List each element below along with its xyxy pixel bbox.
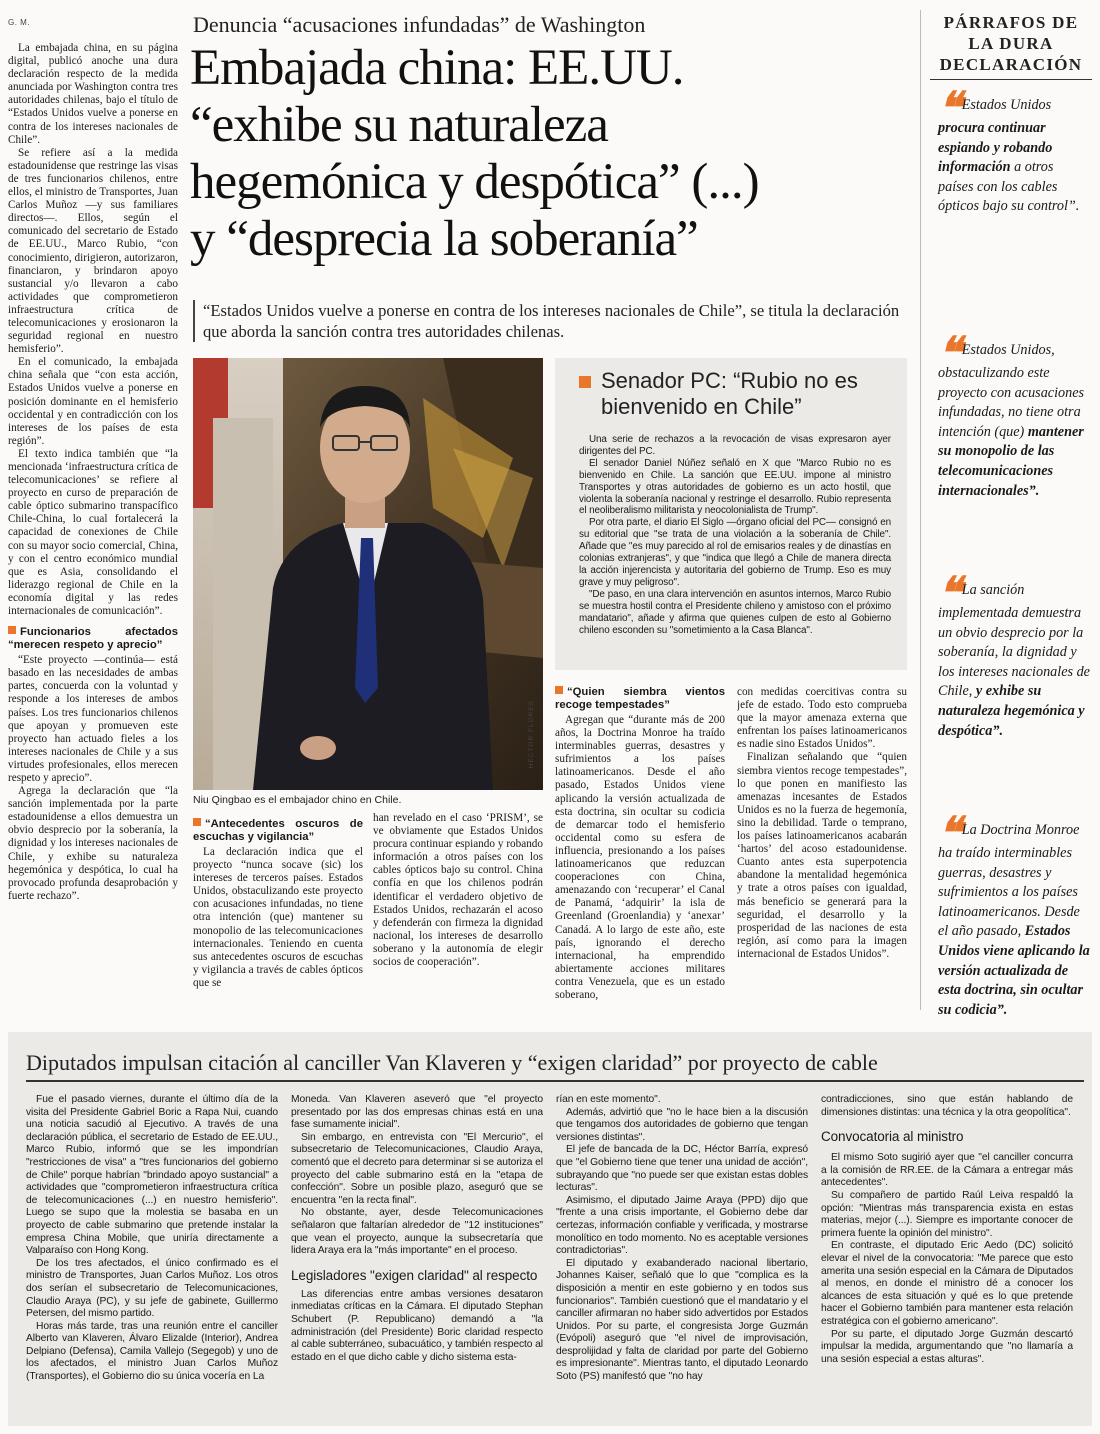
quote-mark-icon: ❝ <box>938 328 959 379</box>
middle-subhead: “Quien siembra vientos recoge tempestades” <box>555 686 725 711</box>
quotes-sidebar <box>930 12 1092 1020</box>
middle-paragraph: La declaración indica que el proyecto “nunca socave (sic) los intereses de terceros países. Estados Unidos, obstaculizando este proyecto con acusaciones infundadas, no tiene otra intención (que) mantener su monopolio de las telecomunicaciones internacionales. Teniendo en cuenta sus antecedentes oscuros de escuchas y vigilancia a través de cables ópticos que se <box>193 846 363 989</box>
sidebar-paragraph: El senador Daniel Núñez señaló en X que "Marco Rubio no es bienvenido en Chile. La sanción que EE.UU. impone al ministro Transportes y otras autoridades de gobierno es un acto hostil, que violenta la soberanía nacional y restringe el desarrollo. Rubio representa el neoliberalismo militarista y neocolonialista de Trump". <box>579 457 891 517</box>
orange-square-icon <box>193 818 201 826</box>
kicker: Denuncia “acusaciones infundadas” de Washington <box>193 12 646 37</box>
middle-column-2 <box>373 812 543 1008</box>
quote-mark-icon: ❝ <box>938 83 959 134</box>
middle-paragraph: han revelado en el caso ‘PRISM’, se ve obviamente que Estados Unidos procura continuar espiando y robando información a otros países con los cables ópticos bajo su control. China confía en que los chilenos podrán identificar el verdadero objetivo de Estados Unidos, rechazarán el acoso y defenderán con firmeza la dignidad nacional, los intereses de desarrollo soberano y la autonomía de elegir socios de cooperación”. <box>373 812 543 969</box>
headline-line-2: “exhibe su naturaleza <box>190 97 608 153</box>
bottom-column-3 <box>556 1094 808 1422</box>
photo <box>193 358 543 790</box>
bottom-paragraph: rían en este momento". <box>556 1094 661 1105</box>
quote-2: ❝ Estados Unidos, obstaculizando este proyecto con acusaciones infundadas, no tiene otra intención (que) mantener su monopolio de las telecomunicaciones internacionales”. <box>938 328 1085 499</box>
quote-3: ❝ La sanción implementada demuestra un obvio desprecio por la soberanía, la dignidad y los intereses nacionales de Chile, y exhibe su naturaleza hegemónica y despótica”. <box>938 568 1090 739</box>
bottom-paragraph: Asimismo, el diputado Jaime Araya (PPD) dijo que "frente a una crisis importante, el Gobierno debe dar certezas, información confiable y verificada, y mostrarse monolítico en todo momento. No es aceptable versiones contradictorias". <box>556 1194 808 1257</box>
bottom-article <box>8 1032 1092 1426</box>
middle-column-3 <box>555 680 725 1008</box>
headline-line-1: Embajada china: EE.UU. <box>190 40 684 96</box>
left-subhead: Funcionarios afectados “merecen respeto y aprecio” <box>8 626 178 651</box>
middle-subhead: “Antecedentes oscuros de escuchas y vigilancia” <box>193 818 363 843</box>
headline-line-3: hegemónica y despótica” (...) <box>190 154 759 210</box>
bottom-paragraph: Por su parte, el diputado Jorge Guzmán descartó impulsar la medida, argumentando que "no llamaría a una sesión especial a estas alturas". <box>821 1328 1073 1365</box>
sidebar-box-body <box>579 434 891 636</box>
photo-caption: Niu Qingbao es el embajador chino en Chile. <box>193 794 402 806</box>
column-rule <box>920 10 921 1010</box>
middle-column-4 <box>737 686 907 1008</box>
quote-mark-icon: ❝ <box>938 808 959 859</box>
photo-credit: HÉCTOR FLORES <box>528 700 535 769</box>
left-column <box>8 42 178 1002</box>
middle-column-1 <box>193 812 363 1008</box>
bottom-paragraph: Las diferencias entre ambas versiones desataron inmediatas críticas en la Cámara. El diputado Stephan Schubert (P. Republicano) demandó a "la administración (del Presidente) Boric claridad respecto al cable subterráneo, subacuático, y también respecto al estado en el que dicho cable y dicho sistema esta- <box>291 1288 543 1363</box>
middle-paragraph: Agregan que “durante más de 200 años, la Doctrina Monroe ha traído interminables guerras, desastres y sufrimientos a los países latinoamericanos. Desde el año pasado, Estados Unidos viene aplicando la versión actualizada de esta doctrina, sin ocultar su codicia de demarcar todo el hemisferio occidental como su esfera de influencia, presionando a los países latinoamericanos que reduzcan cooperaciones con China, amenazando con ‘recuperar’ el Canal de Panamá, ‘adquirir’ la isla de Greenland (Groenlandia) y ‘anexar’ Canadá. A lo largo de este año, este país, ignorando el derecho internacional, ha emprendido abiertamente acciones militares contra Venezuela, que es un estado soberano, <box>555 714 725 1001</box>
quote-mark-icon: ❝ <box>938 568 959 619</box>
bottom-column-4 <box>821 1094 1073 1422</box>
headline-line-4: y “desprecia la soberanía” <box>190 211 698 267</box>
middle-paragraph: con medidas coercitivas contra su jefe de estado. Todo esto comprueba que la mayor amenaza externa que enfrentan los países latinoamericanos es nadie sino Estados Unidos”. <box>737 686 907 751</box>
bottom-paragraph: El mismo Soto sugirió ayer que "el canciller concurra a la comisión de RR.EE. de la Cámara a entregar más antecedentes". <box>821 1152 1073 1189</box>
bottom-paragraph: El diputado y exabanderado nacional libertario, Johannes Kaiser, señaló que lo que "complica es la disposición a mentir en este gobierno y en todos sus funcionarios". También cuestionó que el mandatario y el canciller afirmaran no haber sido advertidos por Estados Unidos. Por su parte, el congresista Jorge Guzmán (Evópoli) aseguró que "el nivel de improvisación, desprolijidad y falta de claridad por parte del Gobierno es impresionante". Mientras tanto, el diputado Leonardo Soto (PS) manifestó que "no hay <box>556 1257 808 1383</box>
bottom-paragraph: Moneda. Van Klaveren aseveró que "el proyecto presentado por las dos empresas chinas está en una fase sumamente inicial". <box>291 1094 543 1131</box>
byline: G. M. <box>8 18 31 27</box>
bottom-paragraph: No obstante, ayer, desde Telecomunicaciones señalaron que faltarían alrededor de "12 instituciones" que vean el proyecto, aunque la subsecretaría que lidera Araya era la "más importante" en el proceso. <box>291 1207 543 1257</box>
quotes-title: PÁRRAFOS DE LA DURA DECLARACIÓN <box>930 12 1092 80</box>
sidebar-paragraph: Una serie de rechazos a la revocación de visas expresaron ayer dirigentes del PC. <box>579 434 891 457</box>
bottom-paragraph: El jefe de bancada de la DC, Héctor Barría, expresó que "el Gobierno tiene que tener una unidad de acción", subrayando que "no puede ser que existan estas dobles lecturas". <box>556 1144 808 1194</box>
quote-4: ❝ La Doctrina Monroe ha traído interminables guerras, desastres y sufrimientos a los países latinoamericanos. Desde el año pasado, Estados Unidos viene aplicando la versión actualizada de esta doctrina, sin ocultar su codicia”. <box>938 808 1090 1018</box>
bottom-paragraph: Horas más tarde, tras una reunión entre el canciller Alberto van Klaveren, Álvaro Elizalde (Interior), Andrea Delpiano (Defensa), Camila Vallejo (Segegob) y uno de los afectados, el ministro Juan Carlos Muñoz (Transportes), el Gobierno dio su única vocería en La <box>26 1320 278 1383</box>
sidebar-box-title: Senador PC: “Rubio no es bienvenido en Chile” <box>579 368 891 420</box>
bottom-paragraph: De los tres afectados, el único confirmado es el ministro de Transportes, Juan Carlos Muñoz. Los otros dos serían el subsecretario de Telecomunicaciones, Claudio Araya (PC), y su jefe de gabinete, Guillermo Petersen, del mismo partido. <box>26 1257 278 1320</box>
left-paragraph: El texto indica también que “la mencionada ‘infraestructura crítica de telecomunicaciones’ se refiere al proyecto en curso de preparación de cable óptico submarino transpacífico Chile-China, lo cual fortalecerá la capacidad de conexiones de Chile con su mayor socio comercial, China, y con el centro económico mundial que es Asia, consolidando el liderazgo regional de Chile en la economía digital y las redes internacionales de comunicación”. <box>8 447 178 618</box>
bottom-headline: Diputados impulsan citación al canciller Van Klaveren y “exigen claridad” por proyecto de cable <box>26 1050 1084 1082</box>
orange-square-icon <box>579 376 591 388</box>
bottom-paragraph: En contraste, el diputado Eric Aedo (DC) solicitó elevar el nivel de la convocatoria: "Me parece que esto amerita una sesión especial en la Cámara de Diputados al menos, en donde el ministro dé a conocer los alcances de esta situación y qué es lo que pretende hacer el Gobierno también para mantener esta relación estratégica con el gobierno americano". <box>821 1240 1073 1327</box>
left-paragraph: En el comunicado, la embajada china señala que “con esta acción, Estados Unidos vuelve a ponerse en posición dominante en el hemisferio occidental y en contradicción con los intereses de los países de esta región”. <box>8 356 178 447</box>
bottom-paragraph: Sin embargo, en entrevista con "El Mercurio", el subsecretario de Telecomunicaciones, Claudio Araya, comentó que el decreto para determinar si se autoriza el proyecto del cable submarino está en la "etapa de confección". Sobre un posible plazo, aseguró que se encuentra "en la recta final". <box>291 1131 543 1206</box>
left-paragraph: Se refiere así a la medida estadounidense que restringe las visas de tres funcionarios chilenos, entre ellos, el ministro de Transportes, Juan Carlos Muñoz —y sus familiares directos—. Ellos, según el comunicado del secretario de Estado de EE.UU., Marco Rubio, “con conocimiento, dirigieron, autorizaron, financiaron, y brindaron apoyo sustancial y/o llevaron a cabo actividades que comprometieron infraestructura crítica de telecomunicaciones y erosionaron la seguridad regional en nuestro hemisferio”. <box>8 146 178 356</box>
ambassador-photo <box>193 358 543 790</box>
sidebar-paragraph: "De paso, en una clara intervención en asuntos internos, Marco Rubio se muestra hostil contra el Presidente chileno y amistoso con el próximo mandatario", añade y afirma que quienes culpen de esto al Gobierno chileno esconden su "sometimiento a la Casa Blanca". <box>579 588 891 636</box>
bottom-subhead: Legisladores "exigen claridad" al respecto <box>291 1267 538 1283</box>
left-paragraph: “Este proyecto —continúa— está basado en las necesidades de ambas partes, concuerda con la voluntad y responde a los intereses de ambos países. Los tres funcionarios chilenos que apoyan y promueven este proyecto han actuado fieles a los intereses nacionales de Chile y a sus virtudes profesionales, ellos merecen respeto y aprecio”. <box>8 654 178 784</box>
left-paragraph: Agrega la declaración que “la sanción implementada por la parte estadounidense a ellos demuestra un obvio desprecio por la soberanía, la dignidad y los intereses nacionales de Chile, y exhibe su naturaleza hegemónica y despótica, lo cual ha provocado profunda desaprobación y fuerte rechazo”. <box>8 785 178 902</box>
bottom-paragraph: contradicciones, sino que están hablando de dimensiones distintas: una técnica y la otra geopolítica". <box>821 1094 1073 1118</box>
bottom-paragraph: Su compañero de partido Raúl Leiva respaldó la opción: "Mientras más transparencia exista en estas materias, mejor (...). Siempre es importante conocer de primera fuente la opinión del ministro". <box>821 1189 1073 1239</box>
orange-square-icon <box>8 626 16 634</box>
sidebar-box <box>555 358 907 670</box>
sidebar-paragraph: Por otra parte, el diario El Siglo —órgano oficial del PC— consignó en su editorial que "se trata de una violación a la soberanía de Chile". Añade que "es muy parecido al rol de emisarios reales y de dinastías en colonias extranjeras", y que "indica que llegó a Chile de manera directa la acción injerencista y autoritaria del gobierno de Trump. Eso es muy grave y muy peligroso". <box>579 517 891 588</box>
bottom-subhead: Convocatoria al ministro <box>821 1129 964 1145</box>
deck: “Estados Unidos vuelve a ponerse en contra de los intereses nacionales de Chile”, se titula la declaración que aborda la sanción contra tres autoridades chilenas. <box>193 300 905 342</box>
bottom-paragraph: Además, advirtió que "no le hace bien a la discusión que tengamos dos autoridades de gobierno que tengan versiones distintas". <box>556 1106 808 1143</box>
bottom-column-2 <box>291 1094 543 1422</box>
bottom-column-1 <box>26 1094 278 1422</box>
left-paragraph: La embajada china, en su página digital, publicó anoche una dura declaración respecto de la medida anunciada por Washington contra tres autoridades chilenas, bajo el título de “Estados Unidos vuelve a ponerse en contra de los intereses nacionales de Chile”. <box>8 42 178 146</box>
orange-square-icon <box>555 686 563 694</box>
middle-paragraph: Finalizan señalando que “quien siembra vientos recoge tempestades”, lo que ponen en manifiesto las amenazas incesantes de Estados Unidos es no la fuerza de hegemonía, sino la debilidad. Tarde o temprano, los países latinoamericanos acabarán ‘hartos’ del acoso estadounidense. Cuanto antes esta superpotencia abandone la mentalidad hegemónica y trate a otros países con igualdad, más beneficio se generará para la seguridad, el desarrollo y la prosperidad de las naciones de esta región, así como para la imagen internacional de Estados Unidos”. <box>737 751 907 960</box>
quote-1: ❝ Estados Unidos procura continuar espiando y robando información a otros países con los cables ópticos bajo su control”. <box>938 83 1080 215</box>
headline <box>190 40 920 268</box>
bottom-paragraph: Fue el pasado viernes, durante el último día de la visita del Presidente Gabriel Boric a Rapa Nui, cuando una noticia sacudió al Ejecutivo. A través de una declaración pública, el secretario de Estado de EE.UU., Marco Rubio, informó que se les impondrían "restricciones de visa" a "tres funcionarios del gobierno de Chile" porque habrían "brindado apoyo sustancial" a actividades que "comprometieron infraestructura crítica de telecomunicaciones (...) en nuestro hemisferio". Luego se supo que la molestia se basaba en un proyecto de cable submarino que pretende instalar la empresa China Mobile, que uniría directamente a Valparaíso con Hong Kong. <box>26 1094 278 1257</box>
